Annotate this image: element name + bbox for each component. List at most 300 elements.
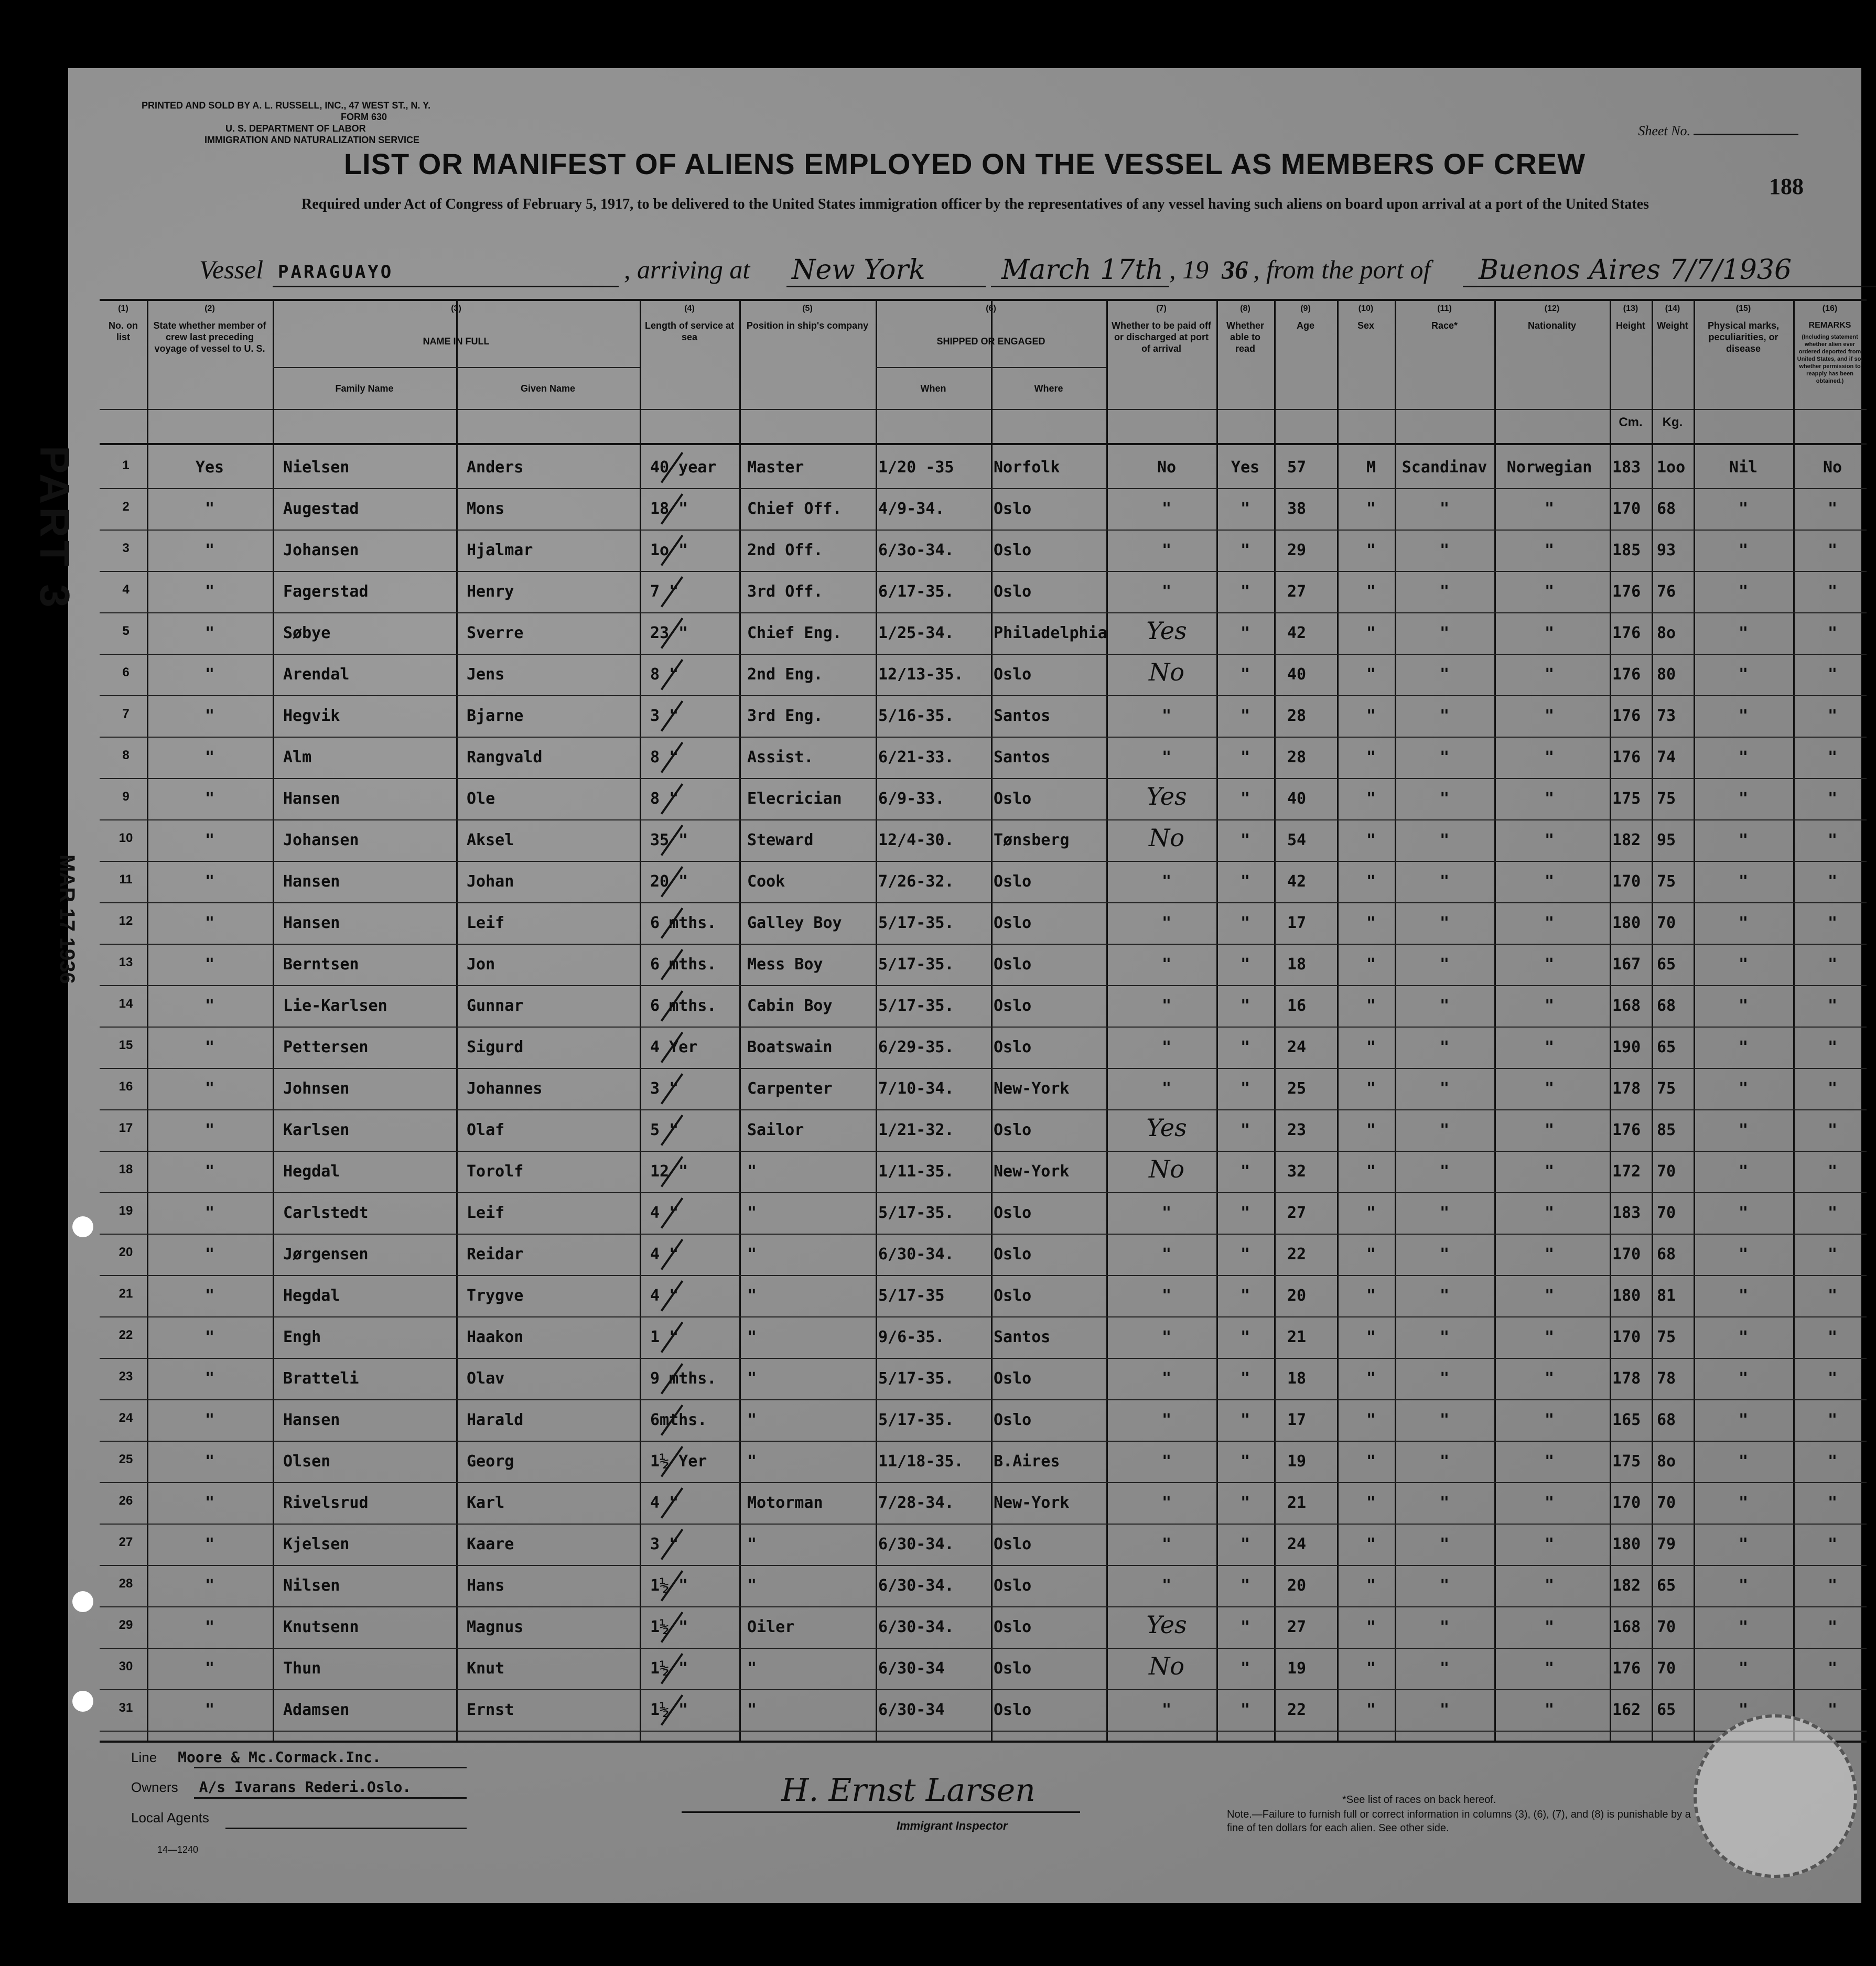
column-header-c7: Whether to be paid off or discharged at port of arrival	[1112, 320, 1211, 354]
cell-prev: "	[204, 1204, 215, 1222]
cell-marks: "	[1738, 1659, 1749, 1678]
cell-family: Søbye	[283, 624, 331, 642]
cell-family: Johansen	[283, 541, 359, 559]
cell-sex: "	[1366, 665, 1376, 684]
cell-read: "	[1240, 1079, 1250, 1098]
cell-nat: "	[1544, 1038, 1555, 1056]
manifest-subtitle: Required under Act of Congress of February 5, 1917, to be delivered to the United States immigration officer by the representatives of any vessel having such aliens on board upon arrival at a port of the United States	[301, 196, 1649, 212]
cell-given: Knut	[467, 1659, 505, 1678]
cell-family: Carlstedt	[283, 1204, 369, 1222]
cell-where: Oslo	[994, 1535, 1032, 1553]
cell-when: 5/17-35	[878, 1287, 945, 1305]
cell-height: 175	[1612, 1452, 1641, 1471]
column-header-c11: Race*	[1431, 320, 1458, 331]
cell-race: "	[1439, 1162, 1450, 1181]
cell-remarks: No	[1823, 458, 1842, 477]
cell-weight: 79	[1657, 1535, 1676, 1553]
cell-age: 38	[1287, 500, 1307, 518]
cell-weight: 76	[1657, 582, 1676, 601]
cell-when: 1/11-35.	[878, 1162, 954, 1181]
cell-position: Motorman	[747, 1494, 823, 1512]
cell-when: 5/16-35.	[878, 707, 954, 725]
cell-when: 5/17-35.	[878, 1204, 954, 1222]
cell-race: "	[1439, 872, 1450, 891]
row-rule	[100, 488, 1867, 489]
cell-sex: "	[1366, 1079, 1376, 1098]
cell-weight: 70	[1657, 1494, 1676, 1512]
row-rule	[100, 1441, 1867, 1442]
cell-read: "	[1240, 1245, 1250, 1263]
cell-sex: "	[1366, 831, 1376, 849]
cell-weight: 81	[1657, 1287, 1676, 1305]
cell-position: Sailor	[747, 1121, 804, 1139]
row-rule	[100, 778, 1867, 779]
cell-age: 21	[1287, 1494, 1307, 1512]
page-number: 188	[1769, 174, 1804, 199]
cell-age: 24	[1287, 1038, 1307, 1056]
cell-where: B.Aires	[994, 1452, 1060, 1471]
cell-given: Olav	[467, 1369, 505, 1388]
cell-service: 1½ Yer	[650, 1452, 707, 1471]
cell-family: Hegvik	[283, 707, 340, 725]
cell-remarks: "	[1827, 624, 1838, 642]
cell-given: Reidar	[467, 1245, 524, 1263]
cell-paid: No	[1157, 458, 1177, 477]
cell-remarks: "	[1827, 541, 1838, 559]
column-header-c4: Length of service at sea	[644, 320, 735, 342]
cell-marks: "	[1738, 582, 1749, 601]
cell-weight: 75	[1657, 790, 1676, 808]
cell-read: "	[1240, 1369, 1250, 1388]
cell-weight: 75	[1657, 1079, 1676, 1098]
cell-family: Rivelsrud	[283, 1494, 369, 1512]
cell-family: Hansen	[283, 1411, 340, 1429]
cell-age: 24	[1287, 1535, 1307, 1553]
cell-read: "	[1240, 748, 1250, 766]
unit-label: Cm.	[1619, 415, 1643, 429]
column-header-c13: Height	[1616, 320, 1645, 331]
cell-paid: "	[1161, 1328, 1172, 1346]
cell-position: "	[747, 1162, 757, 1181]
cell-read: "	[1240, 997, 1250, 1015]
cell-given: Karl	[467, 1494, 505, 1512]
cell-no: 20	[118, 1245, 133, 1259]
line-value: Moore & Mc.Cormack.Inc.	[178, 1748, 381, 1766]
column-header-c12: Nationality	[1527, 320, 1576, 331]
cell-nat: "	[1544, 665, 1555, 684]
cell-family: Engh	[283, 1328, 321, 1346]
cell-marks: "	[1738, 1245, 1749, 1263]
cell-service: 3 "	[650, 1535, 679, 1553]
cell-remarks: "	[1827, 955, 1838, 974]
cell-service: 23 "	[650, 624, 688, 642]
cell-when: 1/20 -35	[878, 458, 954, 477]
cell-nat: "	[1544, 1369, 1555, 1388]
cell-position: Boatswain	[747, 1038, 833, 1056]
agents-field: Local Agents	[131, 1810, 209, 1825]
cell-family: Jørgensen	[283, 1245, 369, 1263]
cell-sex: "	[1366, 1204, 1376, 1222]
cell-given: Hans	[467, 1576, 505, 1595]
cell-age: 28	[1287, 748, 1307, 766]
cell-no: 22	[118, 1328, 133, 1342]
cell-weight: 95	[1657, 831, 1676, 849]
cell-height: 168	[1612, 997, 1641, 1015]
cell-weight: 78	[1657, 1369, 1676, 1388]
official-seal	[1694, 1714, 1857, 1878]
cell-where: New-York	[994, 1162, 1070, 1181]
cell-when: 1/21-32.	[878, 1121, 954, 1139]
punch-hole	[72, 1691, 93, 1712]
cell-position: Assist.	[747, 748, 814, 766]
cell-where: Oslo	[994, 1121, 1032, 1139]
cell-prev: "	[204, 1576, 215, 1595]
cell-height: 170	[1612, 1328, 1641, 1346]
cell-family: Hansen	[283, 872, 340, 891]
cell-sex: "	[1366, 914, 1376, 932]
cell-sex: "	[1366, 500, 1376, 518]
cell-nat: "	[1544, 1701, 1555, 1719]
cell-read: "	[1240, 1494, 1250, 1512]
cell-age: 18	[1287, 1369, 1307, 1388]
column-header-c9: Age	[1296, 320, 1314, 331]
row-rule	[100, 1027, 1867, 1028]
punch-hole	[72, 1216, 93, 1237]
cell-race: Scandinav	[1401, 458, 1487, 477]
cell-where: Oslo	[994, 1369, 1032, 1388]
cell-where: Oslo	[994, 500, 1032, 518]
cell-race: "	[1439, 1411, 1450, 1429]
cell-position: "	[747, 1659, 757, 1678]
cell-paid: "	[1161, 582, 1172, 601]
cell-no: 3	[122, 541, 130, 555]
cell-prev: "	[204, 1038, 215, 1056]
cell-height: 170	[1612, 1245, 1641, 1263]
column-number: (6)	[986, 304, 996, 313]
cell-paid: Yes	[1146, 782, 1187, 811]
cell-marks: "	[1738, 624, 1749, 642]
cell-remarks: "	[1827, 500, 1838, 518]
cell-service: 40 year	[650, 458, 717, 477]
cell-service: 1½ "	[650, 1576, 688, 1595]
cell-no: 17	[118, 1121, 133, 1135]
cell-position: "	[747, 1328, 757, 1346]
cell-nat: "	[1544, 1494, 1555, 1512]
cell-given: Torolf	[467, 1162, 524, 1181]
cell-paid: Yes	[1146, 1611, 1187, 1639]
cell-marks: "	[1738, 1121, 1749, 1139]
cell-prev: "	[204, 1369, 215, 1388]
row-rule	[100, 1689, 1867, 1690]
cell-when: 6/30-34.	[878, 1535, 954, 1553]
date-stamp: MAR 17 1936	[56, 855, 79, 984]
cell-given: Jens	[467, 665, 505, 684]
cell-paid: "	[1161, 1038, 1172, 1056]
cell-weight: 75	[1657, 872, 1676, 891]
cell-race: "	[1439, 997, 1450, 1015]
cell-height: 176	[1612, 748, 1641, 766]
cell-when: 6/30-34.	[878, 1576, 954, 1595]
cell-marks: "	[1738, 997, 1749, 1015]
cell-remarks: "	[1827, 1287, 1838, 1305]
cell-read: "	[1240, 541, 1250, 559]
cell-given: Aksel	[467, 831, 514, 849]
cell-nat: "	[1544, 1079, 1555, 1098]
cell-paid: "	[1161, 500, 1172, 518]
unit-label: Kg.	[1662, 415, 1683, 429]
cell-race: "	[1439, 1618, 1450, 1636]
cell-family: Hansen	[283, 790, 340, 808]
cell-position: Elecrician	[747, 790, 842, 808]
cell-remarks: "	[1827, 997, 1838, 1015]
cell-family: Arendal	[283, 665, 350, 684]
row-rule	[100, 1192, 1867, 1193]
cell-marks: "	[1738, 1701, 1749, 1719]
cell-marks: "	[1738, 707, 1749, 725]
cell-marks: "	[1738, 748, 1749, 766]
cell-age: 27	[1287, 1204, 1307, 1222]
cell-paid: Yes	[1146, 617, 1187, 645]
cell-remarks: "	[1827, 872, 1838, 891]
cell-nat: "	[1544, 1618, 1555, 1636]
cell-weight: 8o	[1657, 1452, 1676, 1471]
cell-weight: 8o	[1657, 624, 1676, 642]
cell-race: "	[1439, 1245, 1450, 1263]
row-rule	[100, 612, 1867, 613]
cell-service: 18 "	[650, 500, 688, 518]
cell-race: "	[1439, 1369, 1450, 1388]
cell-prev: "	[204, 1701, 215, 1719]
cell-no: 1	[122, 458, 130, 472]
cell-height: 167	[1612, 955, 1641, 974]
column-header-c15: Physical marks, peculiarities, or disease	[1707, 320, 1780, 354]
row-rule	[100, 1524, 1867, 1525]
cell-position: Steward	[747, 831, 814, 849]
cell-age: 57	[1287, 458, 1307, 477]
row-rule	[100, 1731, 1867, 1732]
cell-height: 170	[1612, 1494, 1641, 1512]
cell-height: 162	[1612, 1701, 1641, 1719]
cell-height: 176	[1612, 1121, 1641, 1139]
cell-nat: "	[1544, 872, 1555, 891]
cell-position: "	[747, 1204, 757, 1222]
cell-nat: "	[1544, 1287, 1555, 1305]
row-rule	[100, 1565, 1867, 1566]
cell-weight: 68	[1657, 1411, 1676, 1429]
form-code: 14—1240	[157, 1844, 199, 1855]
cell-marks: "	[1738, 1576, 1749, 1595]
cell-age: 42	[1287, 872, 1307, 891]
cell-race: "	[1439, 955, 1450, 974]
cell-nat: "	[1544, 831, 1555, 849]
cell-prev: "	[204, 1121, 215, 1139]
row-rule	[100, 530, 1867, 531]
cell-service: 6 mths.	[650, 914, 717, 932]
cell-where: Oslo	[994, 1245, 1032, 1263]
cell-remarks: "	[1827, 1535, 1838, 1553]
cell-nat: "	[1544, 790, 1555, 808]
cell-age: 16	[1287, 997, 1307, 1015]
cell-service: 1 "	[650, 1328, 679, 1346]
cell-age: 40	[1287, 665, 1307, 684]
cell-nat: "	[1544, 1535, 1555, 1553]
cell-family: Alm	[283, 748, 312, 766]
cell-race: "	[1439, 624, 1450, 642]
cell-age: 25	[1287, 1079, 1307, 1098]
cell-prev: "	[204, 1287, 215, 1305]
cell-sex: "	[1366, 748, 1376, 766]
cell-nat: "	[1544, 1411, 1555, 1429]
cell-height: 175	[1612, 790, 1641, 808]
cell-where: Oslo	[994, 955, 1032, 974]
subheader-family: Family Name	[335, 383, 394, 394]
cell-service: 1½ "	[650, 1701, 688, 1719]
cell-given: Sigurd	[467, 1038, 524, 1056]
cell-age: 20	[1287, 1287, 1307, 1305]
cell-sex: "	[1366, 541, 1376, 559]
cell-where: Philadelphia	[994, 624, 1107, 642]
cell-nat: "	[1544, 1452, 1555, 1471]
cell-where: Oslo	[994, 1701, 1032, 1719]
cell-weight: 70	[1657, 1618, 1676, 1636]
column-number: (7)	[1156, 304, 1167, 313]
cell-where: Oslo	[994, 1287, 1032, 1305]
cell-service: 1½ "	[650, 1618, 688, 1636]
cell-remarks: "	[1827, 1659, 1838, 1678]
cell-prev: "	[204, 1659, 215, 1678]
cell-race: "	[1439, 1204, 1450, 1222]
cell-no: 30	[118, 1659, 133, 1673]
remarks-note: (Including statement whether alien ever ordered deported from United States, and if so, whether permission to reapply has been obtained.)	[1797, 334, 1863, 384]
cell-race: "	[1439, 665, 1450, 684]
cell-given: Trygve	[467, 1287, 524, 1305]
cell-where: Oslo	[994, 997, 1032, 1015]
row-rule	[100, 1358, 1867, 1359]
cell-age: 29	[1287, 541, 1307, 559]
cell-read: "	[1240, 1576, 1250, 1595]
cell-sex: "	[1366, 1287, 1376, 1305]
cell-family: Knutsenn	[283, 1618, 359, 1636]
cell-paid: "	[1161, 914, 1172, 932]
column-header-c8: Whether able to read	[1226, 320, 1264, 354]
cell-nat: "	[1544, 500, 1555, 518]
cell-nat: "	[1544, 1328, 1555, 1346]
cell-position: "	[747, 1287, 757, 1305]
cell-height: 180	[1612, 914, 1641, 932]
cell-weight: 70	[1657, 914, 1676, 932]
cell-prev: "	[204, 1411, 215, 1429]
punch-hole	[72, 1591, 93, 1612]
cell-sex: "	[1366, 582, 1376, 601]
cell-nat: "	[1544, 1121, 1555, 1139]
cell-no: 14	[118, 997, 133, 1011]
cell-where: Oslo	[994, 914, 1032, 932]
cell-no: 31	[118, 1701, 133, 1715]
cell-height: 176	[1612, 582, 1641, 601]
row-rule	[100, 861, 1867, 862]
cell-prev: "	[204, 997, 215, 1015]
cell-prev: "	[204, 707, 215, 725]
cell-sex: "	[1366, 790, 1376, 808]
cell-height: 176	[1612, 665, 1641, 684]
cell-marks: "	[1738, 1369, 1749, 1388]
cell-when: 6/3o-34.	[878, 541, 954, 559]
cell-when: 5/17-35.	[878, 955, 954, 974]
cell-read: "	[1240, 1038, 1250, 1056]
cell-family: Hegdal	[283, 1162, 340, 1181]
cell-when: 6/30-34.	[878, 1245, 954, 1263]
cell-when: 5/17-35.	[878, 997, 954, 1015]
column-header-c1: No. on list	[109, 320, 138, 342]
cell-service: 20 "	[650, 872, 688, 891]
cell-height: 176	[1612, 707, 1641, 725]
cell-given: Sverre	[467, 624, 524, 642]
cell-when: 12/13-35.	[878, 665, 964, 684]
cell-no: 15	[118, 1038, 133, 1052]
cell-given: Harald	[467, 1411, 524, 1429]
cell-given: Kaare	[467, 1535, 514, 1553]
cell-no: 26	[118, 1494, 133, 1508]
cell-read: "	[1240, 1162, 1250, 1181]
cell-remarks: "	[1827, 1576, 1838, 1595]
cell-prev: "	[204, 1245, 215, 1263]
cell-prev: "	[204, 582, 215, 601]
cell-weight: 75	[1657, 1328, 1676, 1346]
cell-when: 6/21-33.	[878, 748, 954, 766]
column-number: (14)	[1665, 304, 1680, 313]
cell-age: 22	[1287, 1701, 1307, 1719]
cell-race: "	[1439, 1038, 1450, 1056]
cell-when: 6/17-35.	[878, 582, 954, 601]
cell-age: 19	[1287, 1452, 1307, 1471]
cell-prev: "	[204, 665, 215, 684]
cell-position: Master	[747, 458, 804, 477]
cell-no: 6	[122, 665, 130, 679]
cell-height: 180	[1612, 1287, 1641, 1305]
cell-given: Olaf	[467, 1121, 505, 1139]
cell-service: 4 "	[650, 1204, 679, 1222]
cell-race: "	[1439, 1079, 1450, 1098]
cell-height: 178	[1612, 1369, 1641, 1388]
cell-weight: 70	[1657, 1659, 1676, 1678]
cell-sex: "	[1366, 1121, 1376, 1139]
cell-age: 17	[1287, 1411, 1307, 1429]
cell-position: Cabin Boy	[747, 997, 833, 1015]
cell-race: "	[1439, 541, 1450, 559]
cell-service: 8 "	[650, 748, 679, 766]
sheet-number: Sheet No.	[1638, 123, 1798, 139]
cell-where: Tønsberg	[994, 831, 1070, 849]
penalty-note: Note.—Failure to furnish full or correct information in columns (3), (6), (7), and (8) is punishable by a fine of ten dollars for each alien. See other side.	[1227, 1809, 1691, 1834]
cell-paid: "	[1161, 1701, 1172, 1719]
cell-no: 10	[118, 831, 133, 845]
row-rule	[100, 571, 1867, 572]
cell-age: 27	[1287, 582, 1307, 601]
cell-prev: "	[204, 1079, 215, 1098]
cell-prev: "	[204, 500, 215, 518]
row-rule	[100, 902, 1867, 903]
cell-family: Johnsen	[283, 1079, 350, 1098]
cell-service: 8 "	[650, 665, 679, 684]
subheader-where: Where	[1034, 383, 1063, 394]
column-number: (15)	[1735, 304, 1751, 313]
cell-service: 9 mths.	[650, 1369, 717, 1388]
manifest-title: LIST OR MANIFEST OF ALIENS EMPLOYED ON THE VESSEL AS MEMBERS OF CREW	[343, 147, 1586, 180]
cell-given: Anders	[467, 458, 524, 477]
subheader-given: Given Name	[520, 383, 576, 394]
cell-race: "	[1439, 1701, 1450, 1719]
cell-height: 190	[1612, 1038, 1641, 1056]
